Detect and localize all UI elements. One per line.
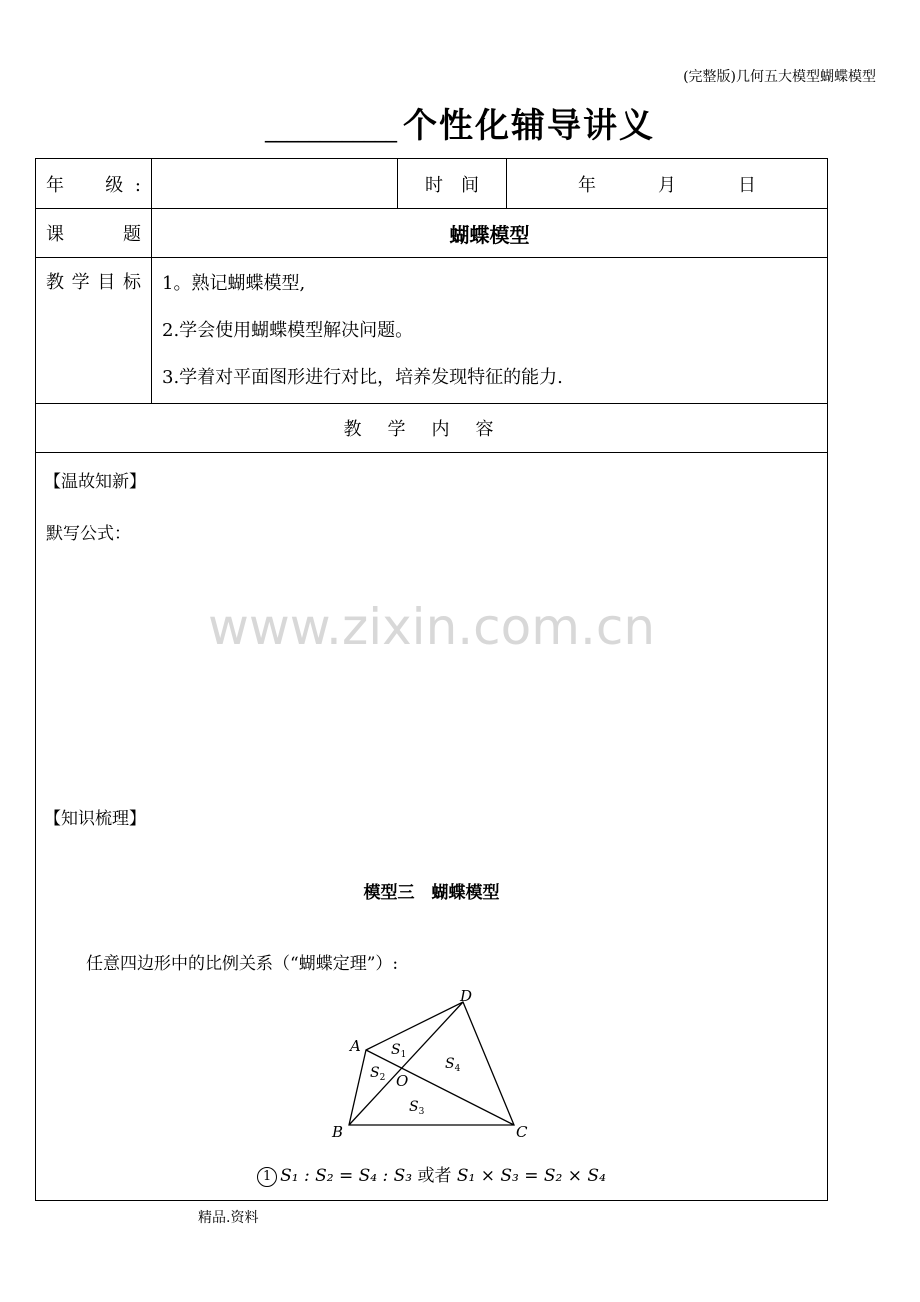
formula-product: S₁ × S₃ = S₂ × S₄ — [456, 1166, 606, 1186]
review-heading: 【温故知新】 — [44, 472, 146, 492]
content-cell — [36, 453, 828, 1201]
formula-ratio: S₁ : S₂ = S₄ : S₃ — [280, 1166, 413, 1186]
knowledge-heading: 【知识梳理】 — [44, 809, 146, 829]
model-description: 任意四边形中的比例关系（“蝴蝶定理”）: — [86, 954, 399, 974]
formula-number: 1 — [257, 1167, 277, 1187]
content-header-cell — [36, 404, 828, 453]
date-day: 日 — [738, 174, 756, 196]
area-s3-label: $S_3$ — [409, 1099, 425, 1117]
goal-item: 2.学会使用蝴蝶模型解决问题。 — [162, 320, 414, 341]
vertex-b-label: B — [332, 1123, 344, 1141]
content-header: 教学内容 — [343, 419, 520, 440]
goal-item: 3.学着对平面图形进行对比，培养发现特征的能力. — [162, 367, 563, 388]
grade-label: 年 级: — [36, 159, 152, 209]
center-o-label: O — [396, 1072, 409, 1090]
formula-prompt: 默写公式： — [46, 524, 131, 544]
area-s4-label: $S_4$ — [445, 1056, 461, 1074]
lesson-table — [35, 158, 828, 1201]
goal-item: 1。熟记蝴蝶模型, — [162, 273, 306, 294]
date-month: 月 — [658, 174, 676, 196]
model-title: 模型三 蝴蝶模型 — [363, 883, 500, 903]
time-label: 时 间 — [398, 159, 507, 209]
date-year: 年 — [578, 174, 596, 196]
title-blank: ____________ — [265, 118, 397, 143]
vertex-d-label: D — [460, 988, 473, 1005]
diagonal-ac — [366, 1050, 514, 1125]
watermark: www.zixin.com.cn — [207, 598, 656, 656]
vertex-a-label: A — [350, 1037, 361, 1055]
goals-cell — [152, 258, 828, 404]
quadrilateral-outline — [349, 1002, 514, 1125]
area-s2-label: $S_2$ — [370, 1065, 386, 1083]
vertex-c-label: C — [516, 1123, 528, 1141]
header-note: (完整版)几何五大模型蝴蝶模型 — [683, 69, 876, 85]
butterfly-formula — [36, 1161, 827, 1187]
title-text: 个性化辅导讲义 — [403, 106, 655, 146]
footer-note: 精品.资料 — [198, 1210, 259, 1226]
goals-label: 教学目标 — [36, 258, 152, 404]
formula-connector: 或者 — [417, 1166, 452, 1186]
date-cell — [507, 159, 828, 209]
document-title — [0, 98, 920, 147]
area-s1-label: $S_1$ — [391, 1042, 407, 1060]
topic-value: 蝴蝶模型 — [152, 209, 828, 258]
topic-label: 课 题 — [36, 209, 152, 258]
grade-value — [152, 159, 398, 209]
butterfly-diagram — [36, 988, 829, 1148]
